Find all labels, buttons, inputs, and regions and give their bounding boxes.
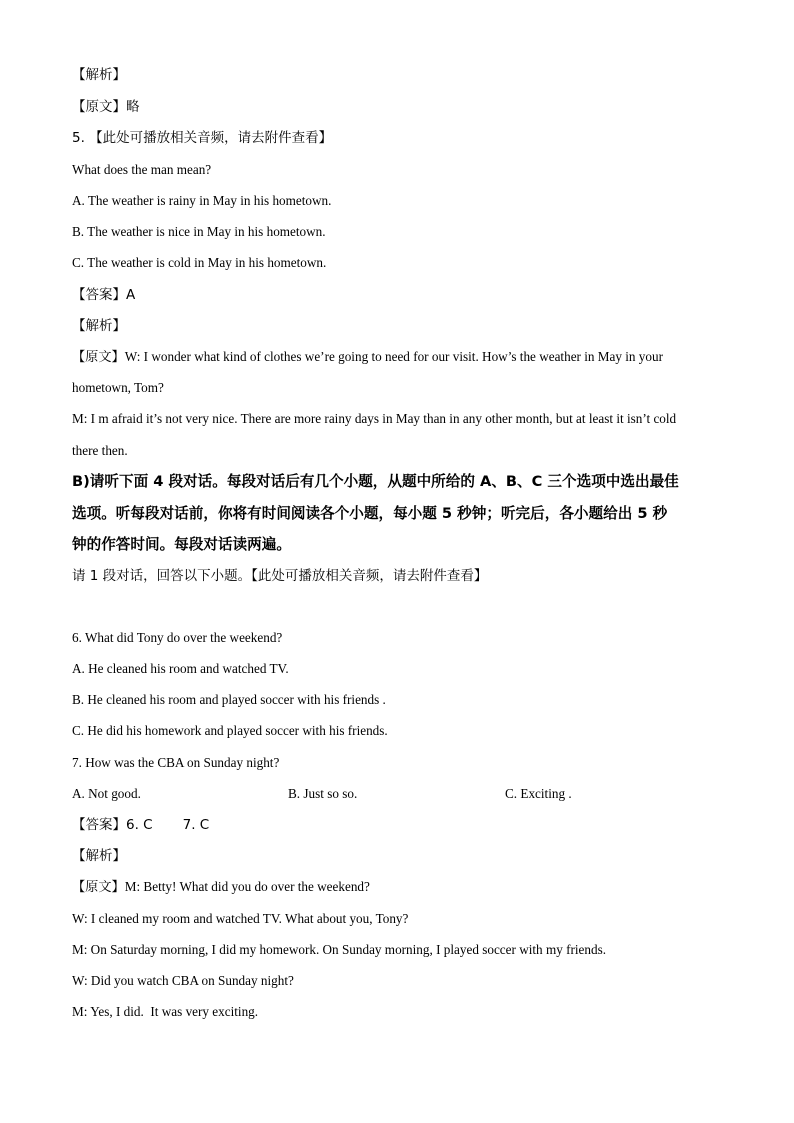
question-5-option-b: B. The weather is nice in May in his hometown. <box>72 224 326 239</box>
transcript-line: 【原文】W: I wonder what kind of clothes we’re going to need for our visit. How’s the weather in May in your <box>72 349 663 364</box>
transcript-line: W: Did you watch CBA on Sunday night? <box>72 973 294 988</box>
section-b-instructions: 钟的作答时间。每段对话读两遍。 <box>72 536 291 553</box>
question-5-stem: What does the man mean? <box>72 162 212 177</box>
section-b-instructions: B)请听下面 4 段对话。每段对话后有几个小题，从题中所给的 A、B、C 三个选项中选出最佳 <box>72 473 679 490</box>
answer-line: 【答案】6. C 7. C <box>72 817 210 833</box>
question-5-heading: 5. 【此处可播放相关音频，请去附件查看】 <box>72 130 333 146</box>
original-text-line: 【原文】略 <box>72 99 140 115</box>
transcript-line: W: I cleaned my room and watched TV. What about you, Tony? <box>72 911 409 926</box>
question-5-option-c: C. The weather is cold in May in his hometown. <box>72 255 327 270</box>
question-6-stem: 6. What did Tony do over the weekend? <box>72 630 283 645</box>
transcript-line: M: On Saturday morning, I did my homework. On Sunday morning, I played soccer with my friends. <box>72 942 607 957</box>
question-7-option-a: A. Not good. <box>72 786 141 801</box>
question-7-option-b: B. Just so so. <box>288 786 358 801</box>
section-b-instructions: 选项。听每段对话前，你将有时间阅读各个小题，每小题 5 秒钟；听完后，各小题给出 5 秒 <box>72 505 668 522</box>
question-7-option-c: C. Exciting . <box>505 786 572 801</box>
analysis-heading: 【解析】 <box>72 318 126 334</box>
question-6-option-a: A. He cleaned his room and watched TV. <box>72 661 289 676</box>
transcript-line: M: Yes, I did. It was very exciting. <box>72 1004 259 1019</box>
question-5-option-a: A. The weather is rainy in May in his hometown. <box>72 193 332 208</box>
answer-line: 【答案】A <box>72 287 136 303</box>
question-6-option-c: C. He did his homework and played soccer with his friends. <box>72 723 388 738</box>
question-7-stem: 7. How was the CBA on Sunday night? <box>72 755 280 770</box>
transcript-line: M: I m afraid it’s not very nice. There are more rainy days in May than in any other month, but at least it isn’t cold <box>72 411 677 426</box>
dialogue-1-heading: 请 1 段对话，回答以下小题。【此处可播放相关音频，请去附件查看】 <box>72 568 488 584</box>
transcript-line: 【原文】M: Betty! What did you do over the weekend? <box>72 879 370 894</box>
question-6-option-b: B. He cleaned his room and played soccer with his friends . <box>72 692 386 707</box>
analysis-heading: 【解析】 <box>72 67 126 83</box>
transcript-line: hometown, Tom? <box>72 380 164 395</box>
transcript-line: there then. <box>72 443 128 458</box>
analysis-heading: 【解析】 <box>72 848 126 864</box>
